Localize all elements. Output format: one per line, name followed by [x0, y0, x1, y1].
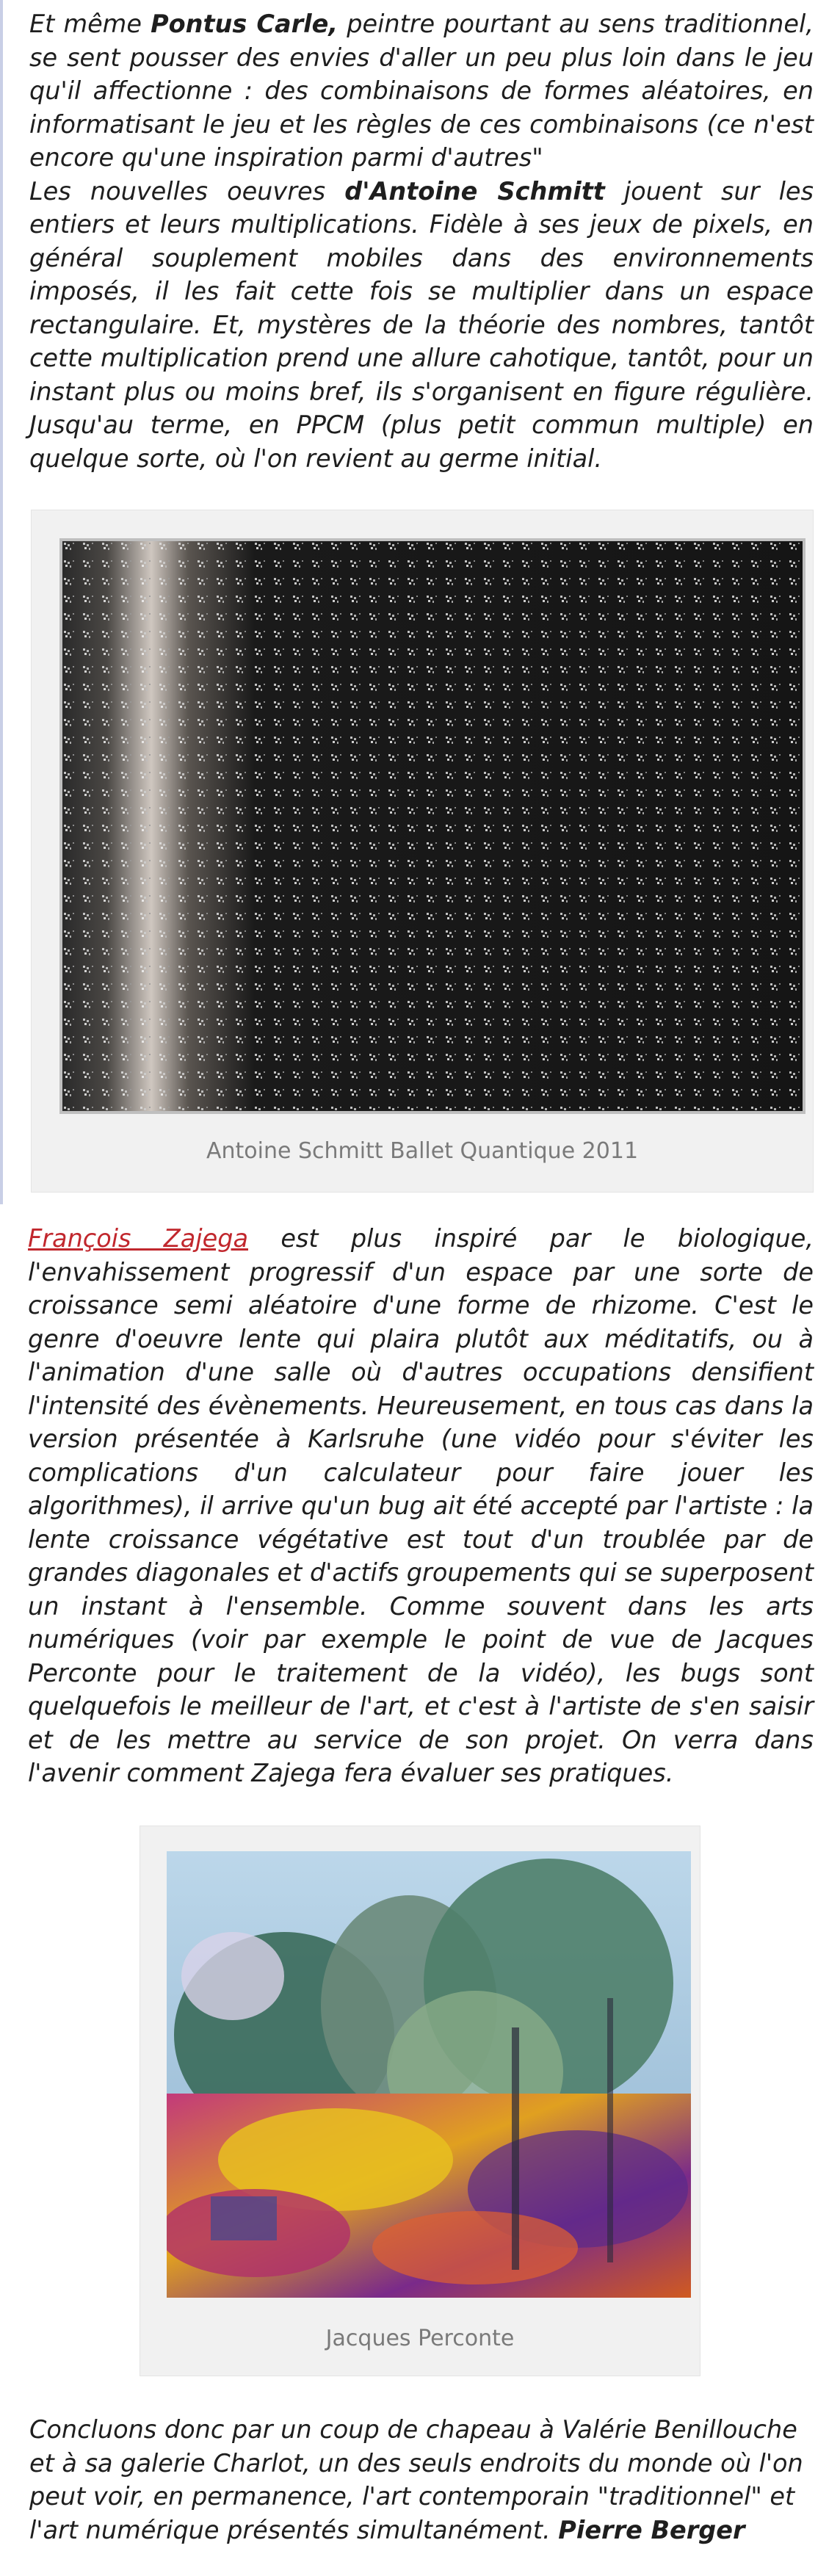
paragraph-text: Concluons donc par un coup de chapeau à Valérie Benillouche et à sa galerie Charlot, un des seuls endroits du monde où l'on peut voir, en permanence, l'art contemporain "traditionnel" et l'art numérique présentés simultanément.	[29, 2415, 803, 2544]
artwork-image-ballet-quantique	[59, 538, 805, 1114]
paragraph-text: jouent sur les entiers et leurs multiplications. Fidèle à ses jeux de pixels, en général souplement mobiles dans des environnements imposés, il les fait cette fois se multiplier dans un espace rectangulaire. Et, mystères de la théorie des nombres, tantôt cette multiplication prend une allure cahotique, tantôt, pour un instant plus ou moins bref, ils s'organisent en figure régulière. Jusqu'au terme, en PPCM (plus petit commun multiple) en quelque sorte, où l'on revient au germe initial.	[29, 176, 814, 473]
paragraph-antoine-schmitt	[29, 175, 814, 476]
paragraph-text: est plus inspiré par le biologique, l'envahissement progressif d'un espace par une sorte de croissance semi aléatoire d'une forme de rhizome. C'est le genre d'oeuvre lente qui plaira plutôt aux méditatifs, ou à l'animation d'une salle où d'autres occupations densifient l'intensité des évènements. Heureusement, en tous cas dans la version présentée à Karlsruhe (une vidéo pour s'éviter les complications d'un calculateur pour faire jouer les algorithmes), il arrive qu'un bug ait été accepté par l'artiste : la lente croissance végétative est tout d'un troublée par de grandes diagonales et d'actifs groupements qui se superposent un instant à l'ensemble. Comme souvent dans les arts numériques (voir par exemple le point de vue de Jacques Perconte pour le traitement de la vidéo), les bugs sont quelquefois le meilleur de l'art, et c'est à l'artiste de s'en saisir et de les mettre au service de son projet. On verra dans l'avenir comment Zajega fera évaluer ses pratiques.	[28, 1224, 814, 1787]
figure-caption: Antoine Schmitt Ballet Quantique 2011	[206, 1138, 639, 1164]
figure-caption: Jacques Perconte	[325, 2326, 515, 2351]
artist-name-pontus-carle: Pontus Carle,	[151, 10, 338, 38]
intro-section	[29, 7, 814, 475]
paragraph-text: Les nouvelles oeuvres	[29, 176, 345, 206]
paragraph-text: peintre pourtant au sens traditionnel, se sent pousser des envies d'aller un peu plus loin dans le jeu qu'il affectionne : des combinaisons de formes aléatoires, en informatisant le jeu et les règles de ces combinaisons (ce n'est encore qu'une inspiration parmi d'autres"	[29, 10, 814, 172]
artist-link-francois-zajega[interactable]: François Zajega	[28, 1224, 248, 1253]
artwork-image-perconte	[167, 1851, 691, 2298]
conclusion-section	[29, 2413, 814, 2547]
paragraph-text: Et même	[29, 10, 151, 38]
author-name: Pierre Berger	[558, 2515, 745, 2544]
paragraph-conclusion	[29, 2413, 814, 2547]
zajega-section	[28, 1222, 814, 1790]
paragraph-francois-zajega	[28, 1222, 814, 1790]
page-left-rule	[0, 0, 3, 1204]
paragraph-pontus-carle	[29, 7, 814, 175]
figure-ballet-quantique	[31, 510, 814, 1193]
artist-name-antoine-schmitt: d'Antoine Schmitt	[344, 176, 605, 206]
figure-jacques-perconte	[140, 1826, 700, 2376]
